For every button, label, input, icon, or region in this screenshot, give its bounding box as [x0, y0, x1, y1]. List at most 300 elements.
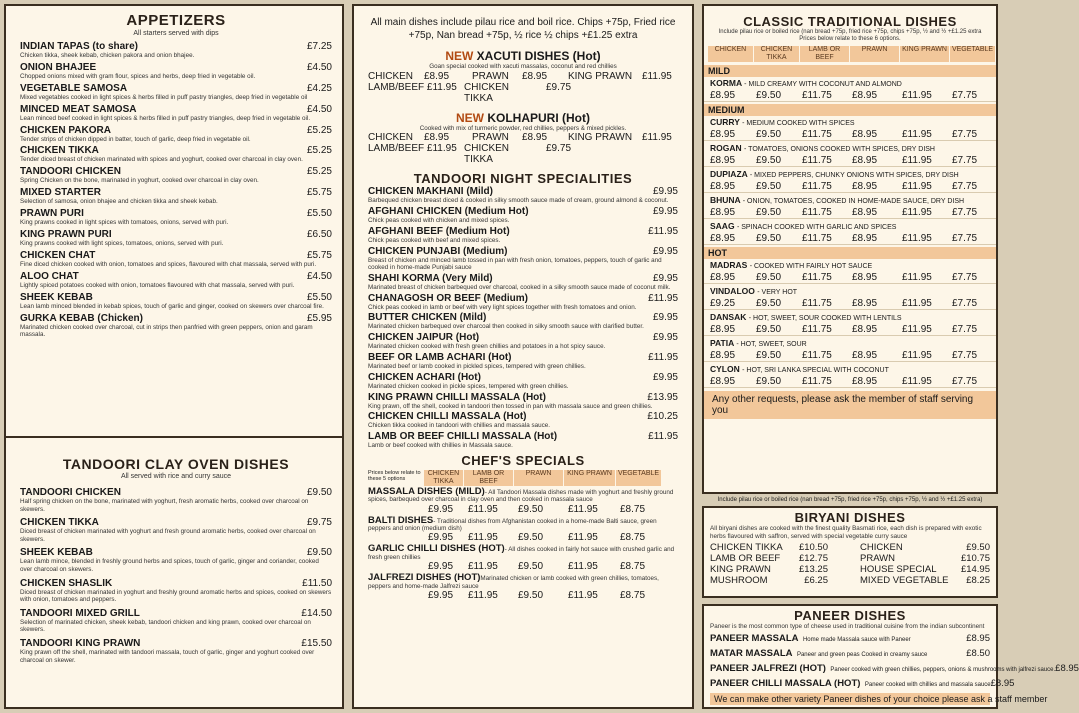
item-name: CHICKEN PUNJABI (Medium) — [368, 245, 508, 257]
kol-l2-2: £9.75 — [546, 143, 572, 155]
menu-item-row — [368, 186, 678, 197]
classic-price: £9.50 — [756, 90, 782, 101]
menu-item — [20, 125, 332, 144]
classic-dish-desc: - HOT, SRI LANKA SPECIAL WITH COCONUT — [742, 367, 889, 374]
appetizers-list — [20, 41, 332, 339]
paneer-name: MATAR MASSALA — [710, 647, 793, 659]
classic-price: £9.50 — [756, 233, 782, 244]
classic-price-row — [704, 207, 996, 219]
classic-price-row — [704, 298, 996, 310]
item-price: £11.95 — [648, 352, 678, 364]
classic-price: £11.95 — [902, 376, 932, 387]
classic-price: £8.95 — [852, 155, 878, 166]
xacuti-l2-1: CHICKEN TIKKA — [464, 81, 510, 104]
menu-item — [368, 392, 678, 411]
biryani-price: £10.50 — [798, 542, 828, 554]
classic-dish-name-line — [704, 117, 996, 129]
chefs-list — [368, 485, 678, 601]
classic-header: CHICKEN TIKKA — [754, 46, 800, 62]
item-name: AFGHANI CHICKEN (Medium Hot) — [368, 205, 529, 217]
classic-price: £7.75 — [952, 207, 978, 218]
classic-price: £11.95 — [902, 207, 932, 218]
menu-item — [20, 547, 332, 573]
biryani-item — [710, 575, 828, 586]
classic-dish-name-line — [704, 338, 996, 350]
item-desc: Chicken tikka cooked in tandoori with chillies and massala sauce. — [368, 422, 551, 430]
menu-item — [368, 332, 678, 351]
paneer-desc: Home made Massala sauce with Paneer — [802, 636, 911, 643]
item-price: £9.75 — [306, 517, 332, 529]
classic-price: £7.75 — [952, 298, 978, 309]
biryani-name: CHICKEN TIKKA — [710, 542, 783, 554]
classic-note1: Include pilau rice or boiled rice (nan bread +75p, fried rice +75p, chips +75p, ½ and ½ +£1.25 extra — [718, 29, 982, 35]
paneer-name: PANEER MASSALA — [710, 632, 799, 644]
biryani-item — [860, 564, 990, 575]
classic-price: £11.75 — [802, 207, 832, 218]
chefs-price-row — [368, 504, 678, 515]
xacuti-l1-0: CHICKEN — [368, 70, 414, 82]
biryani-name: MIXED VEGETABLE — [860, 575, 949, 587]
chefs-header: KING PRAWN — [564, 470, 616, 486]
classic-dish-name: BHUNA — [710, 195, 741, 205]
appetizers-subtitle: All starters served with dips — [133, 30, 219, 37]
item-name: SHEEK KEBAB — [20, 547, 93, 559]
classic-price: £7.75 — [952, 233, 978, 244]
band-medium: MEDIUM — [704, 104, 996, 116]
menu-item-row — [368, 332, 678, 343]
classic-price: £8.95 — [852, 350, 878, 361]
item-desc: Tender diced breast of chicken marinated with spices and yoghurt, cooked over charcoal in clay oven. — [20, 156, 303, 164]
menu-item-row — [20, 313, 332, 324]
item-name: ONION BHAJEE — [20, 61, 97, 73]
biryani-price: £8.25 — [966, 575, 990, 587]
divider — [6, 436, 342, 438]
item-name: CHICKEN MAKHANI (Mild) — [368, 186, 493, 198]
appetizers-title: APPETIZERS — [126, 12, 226, 29]
item-price: £11.95 — [648, 225, 678, 237]
item-desc: Chick peas cooked in lamb or beef with very light spices together with fresh tomatoes and onion. — [368, 303, 637, 311]
classic-dish-name-line — [704, 286, 996, 298]
chefs-dish — [368, 574, 678, 601]
kol-l2-0: LAMB/BEEF £11.95 — [368, 143, 457, 155]
panel-middle — [352, 4, 694, 709]
chefs-note: Prices below relate to these 5 options — [368, 469, 421, 483]
item-price: £9.95 — [652, 332, 678, 344]
classic-price: £11.75 — [802, 129, 832, 140]
item-price: £11.95 — [648, 292, 678, 304]
menu-item-row — [368, 352, 678, 363]
chefs-dish-name: BALTI DISHES — [368, 514, 434, 526]
classic-price: £11.95 — [902, 272, 932, 283]
item-desc: Tender strips of chicken dipped in batter, touch of garlic, deep fried in vegetable oil. — [20, 135, 251, 143]
classic-dish-name-line — [704, 260, 996, 272]
item-name: SHEEK KEBAB — [20, 291, 93, 303]
biryani-name: KING PRAWN — [710, 564, 771, 576]
item-name: INDIAN TAPAS (to share) — [20, 41, 138, 52]
classic-dish-desc: - ONION, TOMATOES, COOKED IN HOME-MADE SAUCE, DRY DISH — [742, 198, 965, 205]
menu-item-row — [20, 125, 332, 136]
classic-dish — [704, 169, 996, 193]
classic-price: £11.75 — [802, 90, 832, 101]
item-price: £4.50 — [306, 270, 332, 282]
classic-price: £11.95 — [902, 233, 932, 244]
chefs-header: LAMB OR BEEF — [464, 470, 514, 486]
tandoori-night-title: TANDOORI NIGHT SPECIALITIES — [413, 171, 633, 187]
paneer-item-text — [710, 661, 1055, 676]
classic-price: £9.50 — [756, 129, 782, 140]
item-name: VEGETABLE SAMOSA — [20, 82, 128, 94]
classic-price: £11.75 — [802, 324, 832, 335]
item-desc: Chicken tikka, sheek kebab, chicken pakora and onion bhajee. — [20, 52, 195, 59]
paneer-item-text — [710, 631, 911, 646]
classic-price: £11.75 — [802, 350, 832, 361]
classic-dish — [704, 260, 996, 284]
paneer-price: £8.95 — [966, 632, 990, 644]
chefs-price: £8.75 — [620, 503, 646, 515]
classic-dish-name: CYLON — [710, 364, 740, 374]
kol-l1-2: PRAWN — [472, 132, 509, 144]
classic-dish — [704, 78, 996, 102]
classic-header: LAMB OR BEEF — [800, 46, 850, 62]
menu-item — [368, 226, 678, 245]
xacuti-l1-5: £11.95 — [642, 70, 672, 82]
classic-price: £11.75 — [802, 298, 832, 309]
kol-l1-5: £11.95 — [642, 132, 672, 144]
item-desc: Chick peas cooked with chicken and mixed spices. — [368, 216, 510, 224]
classic-price: £9.25 — [710, 298, 736, 309]
biryani-name: CHICKEN — [860, 542, 903, 554]
xacuti-section — [368, 50, 678, 104]
classic-dish-name-line — [704, 221, 996, 233]
kolhapuri-title: KOLHAPURI (Hot) — [487, 110, 590, 125]
classic-dish-desc: - TOMATOES, ONIONS COOKED WITH SPICES, DRY DISH — [744, 146, 935, 153]
classic-dish — [704, 312, 996, 336]
classic-price: £11.75 — [802, 181, 832, 192]
classic-price: £9.50 — [756, 298, 782, 309]
menu-item — [20, 271, 332, 290]
biryani-note-top: Include pilau rice or boiled rice (nan bread +75p, fried rice +75p, chips +75p, ½ and ½ +£1.25 extra) — [717, 497, 983, 503]
classic-medium-list — [704, 117, 996, 245]
paneer-item-text — [710, 676, 991, 691]
chefs-header-row — [368, 470, 678, 486]
classic-price-row — [704, 324, 996, 336]
classic-price-row — [704, 376, 996, 388]
item-price: £4.50 — [306, 103, 332, 115]
chefs-price: £9.50 — [518, 503, 544, 515]
classic-dish — [704, 286, 996, 310]
classic-section — [702, 4, 998, 494]
clay-oven-subtitle: All served with rice and curry sauce — [120, 473, 232, 480]
classic-dish-desc: - VERY HOT — [757, 289, 798, 296]
chefs-price: £11.95 — [568, 532, 598, 544]
menu-item — [20, 313, 332, 339]
menu-item — [20, 292, 332, 311]
classic-dish-desc: - MEDIUM COOKED WITH SPICES — [742, 120, 855, 127]
xacuti-title: XACUTI DISHES (Hot) — [476, 49, 601, 63]
item-price: £5.50 — [306, 208, 332, 220]
menu-item-row — [20, 608, 332, 619]
classic-header: CHICKEN — [708, 46, 754, 62]
menu-item — [368, 186, 678, 205]
chefs-price: £11.95 — [568, 503, 598, 515]
item-desc: King prawn off the shell, marinated with tandoori massala, touch of garlic, ginger and yoghurt cooked over charcoal on skewer. — [20, 648, 315, 664]
biryani-item — [710, 564, 828, 575]
menu-item-row — [20, 104, 332, 115]
xacuti-desc: Goan special cooked with xacuti massalas, coconut and red chillies — [429, 63, 617, 70]
classic-header: VEGETABLE — [950, 46, 996, 62]
menu-item-row — [20, 578, 332, 589]
chefs-dish-desc: - All dishes cooked in fairly hot sauce with crushed garlic and fresh green chillies — [368, 546, 675, 561]
biryani-price: £12.75 — [798, 553, 828, 565]
item-name: SHAHI KORMA (Very Mild) — [368, 272, 493, 284]
biryani-item — [860, 575, 990, 586]
item-name: CHICKEN SHASLIK — [20, 577, 113, 589]
classic-footer: Any other requests, please ask the member of staff serving you — [704, 391, 996, 419]
chefs-price: £11.95 — [568, 561, 598, 573]
classic-price: £7.75 — [952, 350, 978, 361]
classic-price: £8.95 — [710, 90, 736, 101]
menu-item-row — [20, 638, 332, 649]
chefs-price-row — [368, 532, 678, 543]
menu-item-row — [368, 273, 678, 284]
paneer-name: PANEER CHILLI MASSALA (HOT) — [710, 677, 861, 689]
item-name: LAMB OR BEEF CHILLI MASSALA (Hot) — [368, 431, 558, 443]
kol-l2-1: CHICKEN TIKKA — [464, 143, 510, 166]
classic-price: £8.95 — [710, 272, 736, 283]
item-price: £9.95 — [652, 186, 678, 198]
classic-dish — [704, 338, 996, 362]
classic-price: £7.75 — [952, 272, 978, 283]
classic-price: £7.75 — [952, 181, 978, 192]
item-price: £5.25 — [306, 124, 332, 136]
kolhapuri-desc: Cooked with mix of turmeric powder, red chillies, peppers & mixed pickles. — [419, 124, 627, 132]
classic-price-row — [704, 181, 996, 193]
classic-price-row — [704, 272, 996, 284]
classic-price: £8.95 — [710, 233, 736, 244]
chefs-price-row — [368, 590, 678, 601]
menu-item — [368, 411, 678, 430]
classic-dish-name: SAAG — [710, 221, 735, 231]
chefs-header: VEGETABLE — [616, 470, 662, 486]
item-price: £7.25 — [306, 41, 332, 52]
chefs-dish-line — [368, 514, 678, 533]
item-name: GURKA KEBAB (Chicken) — [20, 312, 143, 324]
item-name: ALOO CHAT — [20, 270, 79, 282]
chefs-dish-line — [368, 485, 678, 504]
classic-price-row — [704, 129, 996, 141]
chefs-dish — [368, 485, 678, 515]
item-price: £10.25 — [647, 411, 678, 423]
classic-price: £8.95 — [710, 350, 736, 361]
item-desc: King prawn, off the shell, cooked in tandoori then tossed in pan with massala sauce and green chillies. — [368, 402, 653, 410]
chefs-price: £8.75 — [620, 532, 646, 544]
menu-item-row — [20, 271, 332, 282]
classic-price-row — [704, 155, 996, 167]
item-desc: Breast of chicken and minced lamb tossed in pan with fresh onion, tomatoes, peppers, touch of garlic and cooked in home-made Punjabi sauce — [368, 256, 662, 272]
item-desc: Barbequed chicken breast diced & cooked in silky smooth sauce made of cream, ground almond & coconut. — [368, 197, 669, 205]
classic-dish-name: KORMA — [710, 78, 742, 88]
item-desc: Lean lamb minced blended in kebab spices, touch of garlic and ginger, cooked on skewers over charcoal fire. — [20, 302, 324, 310]
xacuti-line2 — [368, 82, 678, 104]
classic-price: £8.95 — [710, 155, 736, 166]
classic-price: £8.95 — [852, 324, 878, 335]
classic-dish-name: ROGAN — [710, 143, 742, 153]
item-price: £11.50 — [302, 577, 332, 589]
classic-price: £8.95 — [852, 233, 878, 244]
item-desc: Chopped onions mixed with gram flour, spices and herbs, deep fried in vegetable oil. — [20, 72, 256, 80]
xacuti-l1-4: KING PRAWN — [568, 70, 633, 82]
classic-price: £8.95 — [852, 129, 878, 140]
item-name: CHICKEN TIKKA — [20, 517, 99, 529]
item-price: £9.50 — [306, 547, 332, 559]
kolhapuri-line2 — [368, 143, 678, 165]
classic-header: KING PRAWN — [900, 46, 950, 62]
classic-dish-name: CURRY — [710, 117, 740, 127]
biryani-item — [710, 542, 828, 553]
item-price: £9.95 — [652, 371, 678, 383]
menu-item — [20, 229, 332, 248]
chefs-dish-desc: - All Tandoori Massala dishes made with yoghurt and freshly ground spices, barbequed over charcoal in clay oven and then cooked in massala sauce — [368, 488, 674, 504]
biryani-section — [702, 506, 998, 598]
paneer-item — [710, 676, 1015, 691]
item-desc: Lean minced beef cooked in light spices & herbs filled in puff pastry triangles, deep fried in vegetable oil. — [20, 114, 311, 122]
item-price: £5.75 — [306, 249, 332, 261]
chefs-price: £9.50 — [518, 590, 544, 601]
xacuti-l2-0: LAMB/BEEF £11.95 — [368, 81, 457, 93]
item-name: PRAWN PURI — [20, 208, 84, 220]
item-price: £6.50 — [306, 229, 332, 241]
chefs-header: CHICKEN TIKKA — [424, 470, 464, 486]
menu-item — [368, 352, 678, 371]
classic-dish-desc: - COOKED WITH FAIRLY HOT SAUCE — [749, 263, 873, 270]
chefs-dish-desc: Marinated chicken or lamb cooked with green chillies, tomatoes, peppers and home-made Jalfrezi sauce — [368, 575, 659, 590]
classic-dish-name-line — [704, 143, 996, 155]
menu-item-row — [20, 250, 332, 261]
classic-dish-name-line — [704, 195, 996, 207]
item-name: CHICKEN TIKKA — [20, 145, 99, 157]
paneer-item — [710, 631, 990, 646]
classic-dish-name: DUPIAZA — [710, 169, 748, 179]
item-name: BUTTER CHICKEN (Mild) — [368, 312, 487, 324]
chefs-dish-desc: - Traditional dishes from Afghanistan cooked in a home-made Balti sauce, green peppers and onion (medium dish) — [368, 517, 657, 532]
classic-price: £7.75 — [952, 155, 978, 166]
biryani-name: HOUSE SPECIAL — [860, 564, 937, 576]
chefs-price: £8.75 — [620, 590, 646, 601]
chefs-price: £9.95 — [428, 561, 454, 573]
classic-price: £11.95 — [902, 90, 932, 101]
paneer-desc: Paneer is the most common type of cheese used in traditional cuisine from the indian subcontinent — [710, 623, 985, 630]
biryani-name: MUSHROOM — [710, 575, 768, 587]
item-price: £9.95 — [652, 245, 678, 257]
classic-dish — [704, 143, 996, 167]
kol-l1-0: CHICKEN — [368, 132, 414, 144]
menu-item-row — [20, 229, 332, 240]
item-desc: Lamb or beef cooked with chillies in Massala sauce. — [368, 442, 513, 450]
menu-item-row — [368, 392, 678, 403]
menu-item-row — [20, 187, 332, 198]
menu-item-row — [20, 487, 332, 498]
band-mild: MILD — [704, 65, 996, 77]
panel-left — [4, 4, 344, 709]
menu-item — [368, 431, 678, 450]
classic-price: £8.95 — [852, 90, 878, 101]
classic-price: £7.75 — [952, 90, 978, 101]
biryani-name: PRAWN — [860, 553, 896, 565]
item-desc: Spring Chicken on the bone, marinated in yoghurt, cooked over charcoal in clay oven. — [20, 177, 259, 185]
chefs-dish-name: JALFREZI DISHES (HOT) — [368, 572, 481, 584]
kolhapuri-line1 — [368, 132, 678, 143]
menu-item-row — [20, 166, 332, 177]
item-name: AFGHANI BEEF (Medium Hot) — [368, 225, 510, 237]
menu-item — [20, 638, 332, 664]
xacuti-l2-2: £9.75 — [546, 81, 572, 93]
chefs-price-row — [368, 561, 678, 572]
chefs-price: £11.95 — [468, 503, 498, 515]
biryani-item — [860, 542, 990, 553]
classic-dish-name-line — [704, 312, 996, 324]
item-name: CHICKEN CHAT — [20, 249, 96, 261]
clay-oven-list — [20, 487, 332, 664]
classic-price: £9.50 — [756, 181, 782, 192]
xacuti-line1 — [368, 71, 678, 82]
biryani-price: £13.25 — [798, 564, 828, 576]
classic-dish-desc: - MILD CREAMY WITH COCONUT AND ALMOND — [744, 81, 902, 88]
classic-price: £8.95 — [710, 129, 736, 140]
item-name: MIXED STARTER — [20, 187, 101, 199]
chefs-price: £9.95 — [428, 590, 454, 601]
classic-price: £11.95 — [902, 129, 932, 140]
chefs-price: £9.95 — [428, 503, 454, 515]
classic-price: £8.95 — [852, 272, 878, 283]
item-price: £9.50 — [306, 487, 332, 498]
classic-price: £9.50 — [756, 350, 782, 361]
menu-item-row — [368, 431, 678, 442]
menu-item — [20, 517, 332, 543]
classic-price: £8.95 — [852, 181, 878, 192]
classic-price: £8.95 — [852, 376, 878, 387]
menu-item — [20, 83, 332, 102]
biryani-left-list — [710, 542, 828, 586]
appetizers-section — [6, 6, 342, 339]
classic-price: £9.50 — [756, 207, 782, 218]
menu-item — [20, 250, 332, 269]
xacuti-l1-2: PRAWN — [472, 70, 509, 82]
kol-l1-4: KING PRAWN — [568, 132, 633, 144]
menu-item — [20, 578, 332, 604]
classic-dish-name: PATIA — [710, 338, 734, 348]
item-price: £4.50 — [306, 61, 332, 73]
kolhapuri-section — [368, 112, 678, 166]
menu-item-row — [20, 83, 332, 94]
chefs-header: PRAWN — [514, 470, 564, 486]
paneer-footer: We can make other variety Paneer dishes of your choice please ask a staff member — [710, 693, 990, 705]
menu-item — [20, 487, 332, 513]
item-desc: Mixed vegetables cooked in light spices & herbs filled in puff pastry triangles, deep fried in vegetable oil — [20, 93, 308, 101]
item-desc: Marinated beef or lamb cooked in pickled spices, tempered with green chillies. — [368, 363, 586, 371]
classic-price: £11.75 — [802, 272, 832, 283]
chefs-price: £11.95 — [468, 561, 498, 573]
item-name: CHICKEN PAKORA — [20, 124, 111, 136]
item-desc: Marinated breast of chicken barbequed over charcoal, cooked in a silky smooth sauce made of coconut milk. — [368, 283, 671, 291]
menu-item — [20, 608, 332, 634]
item-name: KING PRAWN CHILLI MASSALA (Hot) — [368, 391, 546, 403]
item-desc: Diced breast of chicken marinated in yoghurt and freshly ground aromatic herbs and spices, cooked on skewers with onion, tomatoes and peppers. — [20, 588, 332, 604]
menu-item — [20, 41, 332, 60]
item-price: £9.95 — [652, 312, 678, 324]
classic-price: £9.50 — [756, 272, 782, 283]
biryani-price: £10.75 — [960, 553, 990, 565]
item-price: £9.95 — [652, 205, 678, 217]
